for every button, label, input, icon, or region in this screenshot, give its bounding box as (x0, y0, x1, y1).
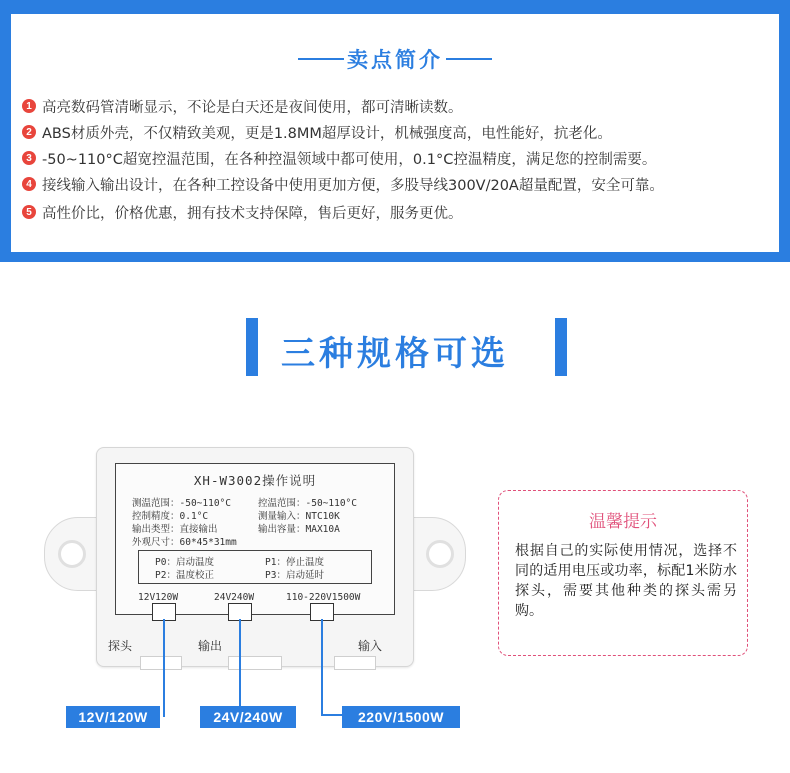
feature-item (22, 147, 656, 169)
number-badge: 4 (22, 177, 36, 191)
output-label: 输出 (198, 639, 223, 653)
spec-item: 控温范围：-50~110°C (258, 498, 357, 509)
probe-label: 探头 (108, 639, 133, 653)
spec-item: 控制精度：0.1°C (132, 511, 209, 522)
feature-text: 接线输入输出设计，在各种工控设备中使用更加方便，多股导线300V/20A超量配置，安全可靠。 (42, 177, 664, 194)
device-label (115, 463, 395, 615)
number-badge: 5 (22, 205, 36, 219)
heading-line-right (446, 58, 492, 60)
voltage-label-12v: 12V120W (138, 592, 179, 603)
feature-text: 高亮数码管清晰显示，不论是白天还是夜间使用，都可清晰读数。 (42, 99, 463, 116)
param-item: P0：启动温度 (155, 557, 214, 568)
parameter-box (138, 550, 372, 584)
voltage-label-220v: 110-220V1500W (286, 592, 361, 603)
terminal-tab (334, 656, 376, 670)
param-item: P3：启动延时 (265, 570, 324, 581)
spec-item: 测温范围：-50~110°C (132, 498, 231, 509)
connector-line-12v (163, 619, 165, 717)
tip-title: 温馨提示 (589, 512, 657, 532)
mount-hole-left (58, 540, 86, 568)
voltage-label-24v: 24V240W (214, 592, 255, 603)
feature-item (22, 201, 463, 223)
number-badge: 2 (22, 125, 36, 139)
spec-tag-24v: 24V/240W (200, 706, 296, 728)
feature-item (22, 95, 463, 117)
terminal-tab (140, 656, 182, 670)
number-badge: 3 (22, 151, 36, 165)
feature-text: -50~110°C超宽控温范围，在各种控温领域中都可使用，0.1°C控温精度，满足您的控制需要。 (42, 151, 657, 168)
features-heading: 卖点简介 (347, 48, 443, 72)
tip-text: 根据自己的实际使用情况，选择不同的适用电压或功率，标配1米防水探头，需要其他种类的探头需另购。 (515, 543, 737, 619)
terminal-tab (228, 656, 282, 670)
input-label: 输入 (358, 639, 383, 653)
feature-text: ABS材质外壳，不仅精致美观，更是1.8MM超厚设计，机械强度高，电性能好，抗老化。 (42, 125, 612, 142)
param-item: P1：停止温度 (265, 557, 324, 568)
spec-item: 输出容量：MAX10A (258, 524, 340, 535)
number-badge: 1 (22, 99, 36, 113)
tip-box (498, 490, 748, 656)
connector-line-220v (321, 619, 323, 715)
feature-text: 高性价比，价格优惠，拥有技术支持保障，售后更好，服务更优。 (42, 205, 463, 222)
label-title: XH-W3002操作说明 (193, 473, 317, 488)
feature-item (22, 173, 664, 195)
section-title: 三种规格可选 (281, 334, 509, 374)
connector-line-24v (239, 619, 241, 707)
mount-hole-right (426, 540, 454, 568)
feature-item (22, 121, 612, 143)
spec-tag-12v: 12V/120W (66, 706, 160, 728)
spec-tag-220v: 220V/1500W (342, 706, 460, 728)
spec-item: 测量输入：NTC10K (258, 511, 340, 522)
param-item: P2：温度校正 (155, 570, 214, 581)
section-bar-right (555, 318, 567, 376)
spec-item: 外观尺寸：60*45*31mm (132, 537, 237, 548)
spec-item: 输出类型：直接输出 (132, 524, 218, 535)
